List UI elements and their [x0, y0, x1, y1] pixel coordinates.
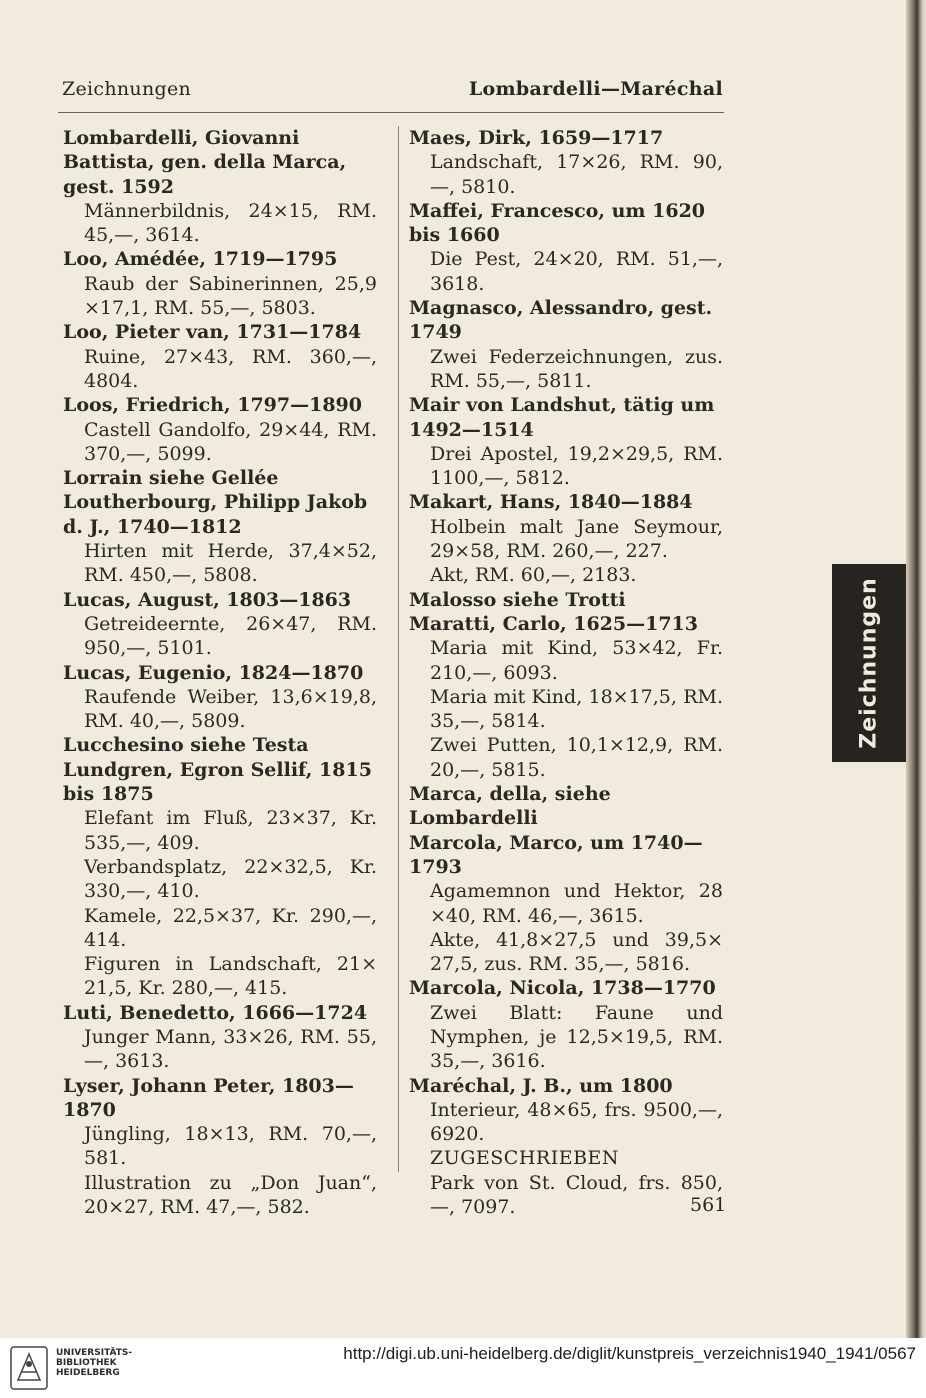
catalog-entry: [63, 126, 377, 247]
catalog-entry: [409, 831, 723, 977]
artist-name: Maffei, Francesco, um 1620 bis 1660: [409, 199, 706, 247]
catalog-entry: [63, 466, 377, 490]
artwork-line: Akte, 41,8×27,5 und 39,5× 27,5, zus. RM. 35,—, 5816.: [430, 928, 723, 976]
running-head-left: Zeichnungen: [62, 78, 192, 100]
artist-name: Mair von Landshut, tätig um 1492—1514: [409, 394, 715, 441]
artwork-line: Die Pest, 24×20, RM. 51,—, 3618.: [430, 248, 723, 295]
artist-name: Lucas, Eugenio, 1824—1870: [63, 661, 364, 684]
catalog-entry: [63, 733, 377, 757]
library-name-line: HEIDELBERG: [56, 1368, 120, 1378]
artwork-line: Interieur, 48×65, frs. 9500,—, 6920.: [430, 1098, 723, 1146]
artwork-line: Kamele, 22,5×37, Kr. 290,—, 414.: [84, 904, 377, 951]
artwork-line: Getreideernte, 26×47, RM. 950,—, 5101.: [84, 612, 377, 660]
catalog-entry: [63, 247, 377, 320]
artwork-line: Jüngling, 18×13, RM. 70,—, 581.: [84, 1123, 377, 1170]
catalog-entry: [409, 588, 723, 612]
artwork-line: Maria mit Kind, 53×42, Fr. 210,—, 6093.: [430, 637, 723, 684]
artwork-line: Verbandsplatz, 22×32,5, Kr. 330,—, 410.: [84, 855, 377, 903]
catalog-entry: [63, 490, 377, 587]
artwork-line: Castell Gandolfo, 29×44, RM. 370,—, 5099.: [84, 418, 377, 465]
column-divider: [398, 126, 399, 1172]
catalog-entry: [63, 758, 377, 1001]
library-seal-icon: [10, 1346, 48, 1390]
artist-name: Maes, Dirk, 1659—1717: [409, 127, 664, 149]
footer-bar: [0, 1338, 926, 1398]
artist-name: Maréchal, J. B., um 1800: [409, 1074, 673, 1097]
artwork-line: Illustration zu „Don Juan“, 20×27, RM. 47,—, 582.: [84, 1171, 377, 1219]
artist-name: Loos, Friedrich, 1797—1890: [63, 394, 362, 417]
artwork-line: Zwei Putten, 10,1×12,9, RM. 20,—, 5815.: [430, 734, 723, 781]
catalog-entry: [63, 1001, 377, 1074]
artwork-line: Akt, RM. 60,—, 2183.: [430, 564, 637, 587]
artist-name: Lyser, Johann Peter, 1803—1870: [63, 1074, 354, 1121]
catalog-entry: [63, 661, 377, 734]
artist-name: Marcola, Marco, um 1740—1793: [409, 831, 703, 878]
catalog-entry: [409, 490, 723, 587]
artwork-line: Ruine, 27×43, RM. 360,—, 4804.: [84, 345, 377, 392]
artwork-line: Männerbildnis, 24×15, RM. 45,—, 3614.: [84, 199, 377, 247]
artist-name: Malosso siehe Trotti: [409, 588, 626, 611]
artwork-line: Figuren in Landschaft, 21× 21,5, Kr. 280,—, 415.: [84, 953, 377, 1000]
artist-name: Lucas, August, 1803—1863: [63, 588, 352, 611]
artist-name: Loo, Pieter van, 1731—1784: [63, 321, 362, 344]
artwork-line: Junger Mann, 33×26, RM. 55,—, 3613.: [84, 1025, 377, 1073]
artwork-line: Drei Apostel, 19,2×29,5, RM. 1100,—, 5812.: [430, 442, 723, 490]
artwork-line: Hirten mit Herde, 37,4×52, RM. 450,—, 5808.: [84, 540, 377, 587]
artist-name: Lombardelli, Giovanni Battista, gen. della Marca, gest. 1592: [63, 127, 347, 198]
thumb-index-tab: [832, 564, 906, 762]
artist-name: Lundgren, Egron Sellif, 1815 bis 1875: [63, 758, 372, 806]
catalog-entry: [409, 393, 723, 490]
catalog-entry: [63, 588, 377, 661]
thumb-index-label: Zeichnungen: [856, 577, 882, 749]
artist-name: Marca, della, siehe Lombardelli: [409, 783, 611, 830]
library-name-line: UNIVERSITÄTS-: [56, 1348, 133, 1358]
catalog-entry: [409, 976, 723, 1073]
artwork-line: Landschaft, 17×26, RM. 90,—, 5810.: [430, 151, 723, 198]
source-url-link[interactable]: http://digi.ub.uni-heidelberg.de/diglit/kunstpreis_verzeichnis1940_1941/0567: [343, 1344, 916, 1363]
artwork-line: Raub der Sabinerinnen, 25,9 ×17,1, RM. 55,—, 5803.: [84, 272, 377, 320]
artwork-line: Agamemnon und Hektor, 28 ×40, RM. 46,—, 3615.: [430, 880, 723, 927]
artist-name: Maratti, Carlo, 1625—1713: [409, 612, 698, 635]
artist-name: Makart, Hans, 1840—1884: [409, 491, 693, 514]
catalog-entry: [409, 296, 723, 393]
artist-name: Loo, Amédée, 1719—1795: [63, 248, 338, 271]
catalog-entry: [63, 320, 377, 393]
right-column: [409, 126, 723, 1219]
page-number: 561: [690, 1194, 727, 1216]
catalog-entry: [63, 393, 377, 466]
artwork-line: Raufende Weiber, 13,6×19,8, RM. 40,—, 5809.: [84, 685, 377, 733]
catalog-entry: [409, 782, 723, 831]
left-column: [63, 126, 377, 1219]
artwork-line: Zwei Federzeichnungen, zus. RM. 55,—, 5811.: [430, 345, 723, 392]
artwork-line: Holbein malt Jane Seymour, 29×58, RM. 260,—, 227.: [430, 515, 723, 563]
artist-name: Loutherbourg, Philipp Jakob d. J., 1740—1812: [63, 491, 368, 538]
artist-name: Magnasco, Alessandro, gest. 1749: [409, 297, 713, 344]
library-name: [56, 1348, 132, 1378]
artwork-line: Elefant im Fluß, 23×37, Kr. 535,—, 409.: [84, 807, 377, 854]
header-rule: [58, 112, 724, 113]
running-head-right: Lombardelli—Maréchal: [468, 78, 723, 100]
catalog-entry: [63, 1074, 377, 1220]
catalog-entry: [409, 199, 723, 296]
catalog-entry: [409, 1074, 723, 1220]
book-edge: [906, 0, 926, 1338]
artist-name: Luti, Benedetto, 1666—1724: [63, 1001, 368, 1024]
catalog-entry: [409, 126, 723, 199]
library-name-line: BIBLIOTHEK: [56, 1358, 117, 1368]
artwork-line: ZUGESCHRIEBEN: [430, 1147, 620, 1170]
artist-name: Marcola, Nicola, 1738—1770: [409, 977, 716, 1000]
artwork-line: Park von St. Cloud, frs. 850,—, 7097.: [430, 1171, 723, 1219]
artwork-line: Maria mit Kind, 18×17,5, RM. 35,—, 5814.: [430, 685, 723, 733]
catalog-entry: [409, 612, 723, 782]
artist-name: Lucchesino siehe Testa: [63, 734, 309, 757]
artist-name: Lorrain siehe Gellée: [63, 467, 279, 490]
artwork-line: Zwei Blatt: Faune und Nymphen, je 12,5×19,5, RM. 35,—, 3616.: [430, 1001, 723, 1073]
